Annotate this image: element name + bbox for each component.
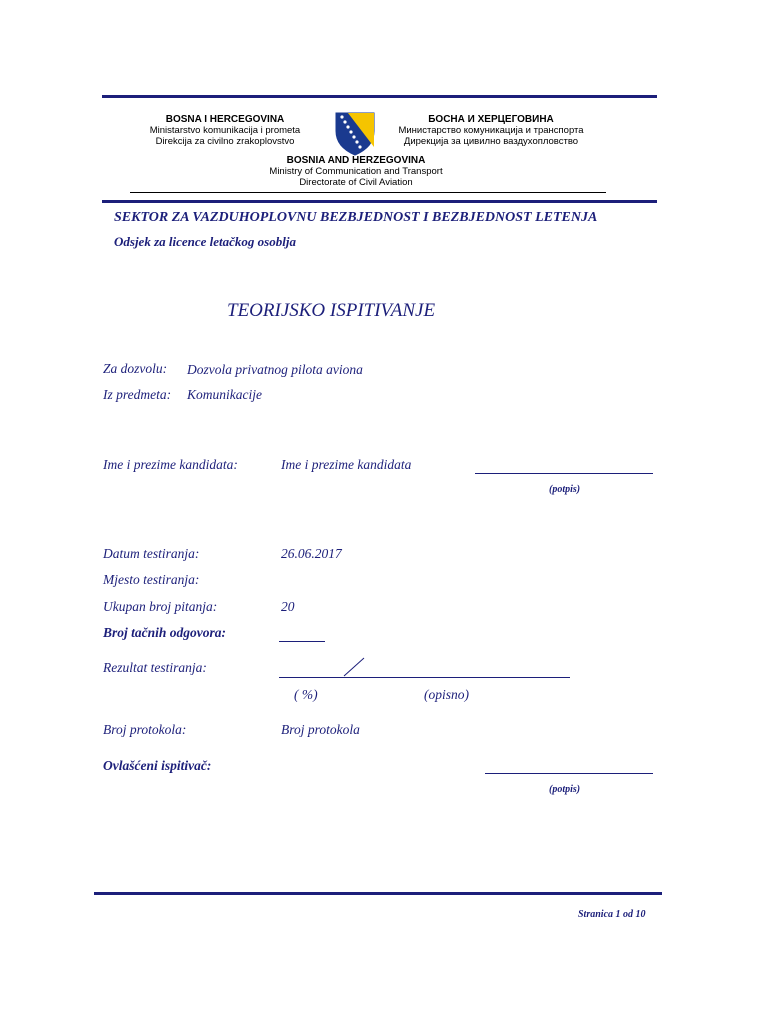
header-right-block [393, 114, 589, 147]
bih-coat-of-arms-icon [334, 111, 376, 157]
ukupan-value: 20 [281, 599, 295, 614]
mjesto-label: Mjesto testiranja: [103, 572, 200, 587]
percent-label: ( %) [294, 687, 318, 702]
header-left-line1: Ministarstvo komunikacija i prometa [149, 125, 301, 136]
footer-rule [94, 892, 662, 895]
page-number: Stranica 1 od 10 [578, 909, 646, 920]
header-left-block [130, 114, 320, 147]
rezultat-label: Rezultat testiranja: [103, 660, 207, 675]
datum-value: 26.06.2017 [281, 546, 342, 561]
potpis-label-candidate: (potpis) [549, 484, 581, 495]
za-dozvolu-label: Za dozvolu: [103, 361, 168, 376]
ime-label: Ime i prezime kandidata: [103, 457, 238, 472]
header-left-line2: Direkcija za civilno zrakoplovstvo [155, 136, 295, 147]
header-center-line1: Ministry of Communication and Transport [269, 166, 443, 177]
datum-label: Datum testiranja: [103, 546, 200, 561]
header-right-title: БОСНА И ХЕРЦЕГОВИНА [428, 114, 554, 125]
header-thin-rule [130, 192, 606, 193]
iz-predmeta-label: Iz predmeta: [103, 387, 172, 402]
ispitivac-label: Ovlašćeni ispitivač: [103, 758, 212, 773]
ime-value: Ime i prezime kandidata [281, 457, 412, 472]
header-center-line2: Directorate of Civil Aviation [299, 177, 413, 188]
sector-subtitle: Odsjek za licence letačkog osoblja [114, 234, 296, 249]
header-bottom-rule [102, 200, 657, 203]
signature-line-examiner [485, 773, 653, 774]
page-title: TEORIJSKO ISPITIVANJE [227, 300, 436, 321]
rezultat-slash [342, 657, 366, 677]
za-dozvolu-value: Dozvola privatnog pilota aviona [187, 362, 363, 377]
sector-title: SEKTOR ZA VAZDUHOPLOVNU BEZBJEDNOST I BEZBJEDNOST LETENJA [114, 210, 598, 225]
header-center-block [256, 155, 456, 188]
header-right-line1: Министарство комуникација и транспорта [398, 125, 584, 136]
tacnih-line [279, 641, 325, 642]
iz-predmeta-value: Komunikacije [187, 387, 262, 402]
header-right-line2: Дирекција за цивилно ваздухопловство [403, 136, 579, 147]
header-center-title: BOSNIA AND HERZEGOVINA [286, 155, 426, 166]
opisno-label: (opisno) [424, 687, 469, 702]
header-left-title: BOSNA I HERCEGOVINA [165, 114, 285, 125]
header-top-rule [102, 95, 657, 98]
potpis-label-examiner: (potpis) [549, 784, 581, 795]
tacnih-label: Broj tačnih odgovora: [103, 625, 227, 640]
signature-line-candidate [475, 473, 653, 474]
protokol-label: Broj protokola: [103, 722, 187, 737]
protokol-value: Broj protokola [281, 722, 360, 737]
ukupan-label: Ukupan broj pitanja: [103, 599, 218, 614]
rezultat-line [279, 677, 570, 678]
